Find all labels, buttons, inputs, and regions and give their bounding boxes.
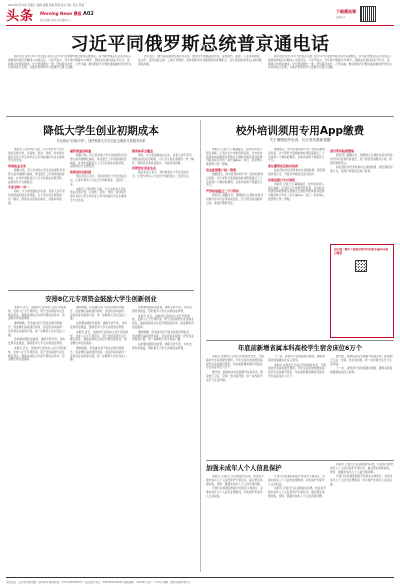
dateline: 2024年5月18日 星期六 编辑 黄鹏 美编 陈睿 校对 郑乐 签发 陈睿 [8, 4, 85, 7]
footer-info: 本版地址：长沙市芙蓉中路一段442号 新闻热线：0731-84326000 广告经营许可证：4300004000045 邮政编码：410005 定价：1.50元 印刷：湖南日报印务中心 [6, 581, 191, 584]
qr-sub-label: 扫码关注 [336, 16, 346, 19]
right-story-subhead-1: 资金监管账户统一管理 [206, 167, 237, 172]
left-story-subhead-6: 持续优化创业生态 [132, 166, 157, 171]
left-story-p1: 本报讯 记者李明 日前，长沙市发布大学生创业启航计划，从场地、资金、导师、培训等方面为在校大学生和毕业五年内的高校毕业生提供全方位支持。 [8, 148, 65, 163]
right-story-divider [206, 340, 394, 341]
lead-text-column-3 [268, 55, 392, 113]
right-story3-title: 加强未成年人个人信息保护 [206, 465, 282, 472]
left-story-p8: 相关负责人表示，将持续优化大学生创业生态，让更多青年人才在长沙创新创业、安居乐业。 [132, 170, 192, 179]
right-story-p5: 如发现校外培训机构存在违规收费、超范围培训等行为，可拨打举报电话进行投诉。 [268, 168, 326, 176]
right-story3-p6: 专项行动将督促网络平台落实主体责任，完善未成年人个人信息处理规则，切实保护未成年人合法权益。 [330, 474, 393, 486]
left-story-divider [8, 290, 194, 291]
right-story2-title: 年底前新增省属本科高校学生宿舍床位6万个 [237, 345, 363, 352]
lead-paragraph-1: 新华社北京5月17日电 国家主席习近平17日同俄罗斯总统普京通电话。双方就中俄关系及共同关心的国际和地区问题深入交换意见。习近平指出，今年是中俄建交75周年，两国关系保持高水平运行，各领域合作稳步推进。中方愿同俄方一道，坚持睦邻友好、合作共赢，推动新时代中俄全面战略协作伙伴关系持续深入发展，为维护世界和平与发展作出更大贡献。 [8, 55, 132, 70]
section-name: 头条 [6, 9, 35, 24]
left-story2-p4: 本报讯 近日，省财政厅会同省人社厅印发通知，安排八亿元专项资金，用于支持高校毕业生就业创业，鼓励各地结合实际开展创业培训、创业孵化和创业服务。 [8, 345, 66, 362]
right-story2-col-3 [330, 355, 394, 457]
lead-text-column-2 [138, 55, 262, 113]
right-story-p1: 本报讯 记者王芳 暑期临近，校外培训进入报名高峰。记者从长沙市教育局获悉，全市校外培训机构收费须全部通过全国校外教育培训监管与服务综合平台（家长端App）进行，资金纳入监管账户统一管理。 [206, 148, 263, 167]
right-story-p4: 根据规定，校外培训机构不得一次性收取或以充值、次卡等形式变相收取时间跨度超过三个月或者六十课时的费用，且单次收费不得超过五千元。 [268, 148, 326, 163]
right-story-subhead-4: 发现违规行为可举报 [268, 177, 296, 182]
qr-code-icon[interactable] [360, 6, 376, 22]
right-story-col-1 [206, 148, 264, 338]
right-story-subhead-2: 严禁收取超过三个月费用 [206, 189, 240, 194]
left-story2-col-1 [8, 306, 66, 572]
app-download-note: 请扫描二维码下载使用校外培训家长端App进行缴费 [334, 248, 389, 255]
right-story2-p2: 据介绍，新建宿舍将全面提升住宿条件，配备独立卫浴、空调、热水等设施，进一步改善学生学习生活环境。 [206, 370, 264, 382]
left-story-subtitle: 长沙推出"启航计划"，加快构建大学生创业全链条支持服务体系 [56, 139, 146, 143]
column-divider [200, 120, 201, 572]
left-story-subhead-3: 融资渠道更畅通 [70, 149, 92, 153]
right-story2-divider [206, 460, 394, 461]
left-story2-col-3 [132, 306, 194, 572]
right-story-title: 校外培训须用专用App缴费 [235, 125, 365, 137]
left-story2-p6: 各地要加强资金监管，确保专款专用，切实发挥资金效益，帮助更多大学生实现创业梦想。 [70, 321, 128, 329]
left-story-col-1 [8, 148, 66, 286]
left-story2-title: 安排8亿元专项资金鼓励大学生创新创业 [45, 296, 157, 303]
right-story2-p4: 本报讯 省教育厅日前召开新闻发布会，介绍高校学生宿舍建设情况。今年全省将加快推进高校学生宿舍建设项目，年底前新增省属本科高校学生宿舍床位六万个。 [268, 362, 326, 378]
lead-text-column-1 [8, 55, 132, 113]
right-story2-col-2 [268, 355, 326, 457]
section-divider [6, 116, 394, 117]
left-story2-p11: 通知明确，资金重点用于创业担保贷款贴息、创业孵化基地建设补助、创业培训补贴和一次性创业补贴等方面，进一步降低大学生创业门槛。 [132, 329, 194, 342]
left-story2-p1: 本报讯 近日，省财政厅会同省人社厅印发通知，安排八亿元专项资金，用于支持高校毕业生就业创业，鼓励各地结合实际开展创业培训、创业孵化和创业服务。 [8, 306, 66, 321]
app-download-note-box [330, 244, 394, 338]
right-story-p3: 教育部门提醒家长，缴费前应认真核实培训机构办学许可证等资质信息，签订规范培训服务合同，保留好缴费凭证。 [206, 193, 264, 205]
lead-paragraph-2: 普京表示，俄方高度重视发展对华关系，愿同中方加强高层交往，深化经贸、能源、人文等领域务实合作，密切在联合国、上海合作组织、金砖国家等多边框架内的协调配合。双方同意就共同关心的问题保持沟通。 [138, 55, 262, 66]
left-story2-col-2 [70, 306, 128, 572]
right-story-col-2 [268, 148, 326, 338]
brand-name: Morning News [40, 11, 73, 16]
right-story3-p3: 专项行动将督促网络平台落实主体责任，完善未成年人个人信息处理规则，切实保护未成年人合法权益。 [268, 475, 326, 486]
right-story3-col-2 [268, 475, 326, 572]
left-story-col-2 [70, 148, 128, 286]
right-story2-p5: 据介绍，新建宿舍将全面提升住宿条件，配备独立卫浴、空调、热水等设施，进一步改善学生学习生活环境。 [330, 355, 393, 366]
right-story-p6: 本报讯 记者王芳 暑期临近，校外培训进入报名高峰。记者从长沙市教育局获悉，全市校外培训机构收费须全部通过全国校外教育培训监管与服务综合平台（家长端App）进行，资金纳入监管账户统一管理。 [268, 181, 325, 201]
page-number: A02 [82, 11, 94, 17]
app-qr-code-icon[interactable] [355, 260, 367, 272]
right-story3-p2: 专项行动将督促网络平台落实主体责任，完善未成年人个人信息处理规则，切实保护未成年人合法权益。 [206, 486, 264, 498]
left-story-p2: 根据计划，符合条件的大学生创业团队可免费入驻市级孵化基地，享受最长三年的场地租金减免，并可申请最高五十万元的创业担保贷款，由财政给予全额贴息。 [8, 168, 66, 184]
left-story-p7: 同时，长沙将组建由企业家、投资人和专家学者组成的创业导师团，为大学生创业者提供一对一辅导，帮助其完善商业模式，对接市场资源。 [132, 153, 194, 165]
left-story-title: 降低大学生创业初期成本 [43, 125, 159, 137]
brand-name-cn: 晨报 [73, 11, 82, 16]
section-masthead [6, 10, 34, 23]
qr-label: 下载晨视频 [336, 9, 356, 14]
left-story2-p12: 各地要加强资金监管，确保专款专用，切实发挥资金效益，帮助更多大学生实现创业梦想。 [132, 342, 192, 350]
left-story-p4: 根据计划，符合条件的大学生创业团队可免费入驻市级孵化基地，享受最长三年的场地租金减免，并可申请最高五十万元的创业担保贷款，由财政给予全额贴息。 [70, 153, 128, 169]
left-story2-p2: 通知明确，资金重点用于创业担保贷款贴息、创业孵化基地建设补助、创业培训补贴和一次性创业补贴等方面，进一步降低大学生创业门槛。 [8, 321, 65, 337]
left-story-p3: 同时，长沙将组建由企业家、投资人和专家学者组成的创业导师团，为大学生创业者提供一对一辅导，帮助其完善商业模式，对接市场资源。 [8, 189, 66, 205]
main-headline: 习近平同俄罗斯总统普京通电话 [70, 34, 330, 55]
left-story-p5: 相关负责人表示，将持续优化大学生创业生态，让更多青年人才在长沙创新创业、安居乐业。 [70, 174, 128, 186]
left-story-p6: 本报讯 记者李明 日前，长沙市发布大学生创业启航计划，从场地、资金、导师、培训等方面为在校大学生和毕业五年内的高校毕业生提供全方位支持。 [70, 186, 127, 202]
right-story-subhead-3: 家长缴费前应核实资质 [268, 164, 299, 169]
right-story-subhead-5: 预付费风险须警惕 [330, 149, 355, 153]
right-story2-p6: 下一步，省教育厅将加强项目调度，确保各项目按期建成并投入使用。 [330, 366, 393, 375]
right-story3-col-3 [330, 463, 394, 572]
right-story-p8: 如发现校外培训机构存在违规收费、超范围培训等行为，可拨打举报电话进行投诉。 [330, 165, 393, 174]
left-story2-p8: 通知明确，资金重点用于创业担保贷款贴息、创业孵化基地建设补助、创业培训补贴和一次性创业补贴等方面，进一步降低大学生创业门槛。 [70, 345, 127, 362]
left-story-subhead-5: 服务体系全覆盖 [132, 149, 154, 153]
left-story-subhead-1: 场地租金全免 [8, 164, 27, 169]
lead-paragraph-1-cont: 新华社北京5月17日电 国家主席习近平17日同俄罗斯总统普京通电话。双方就中俄关系及共同关心的国际和地区问题深入交换意见。习近平指出，今年是中俄建交75周年，两国关系保持高水平运行，各领域合作稳步推进。中方愿同俄方一道，坚持睦邻友好、合作共赢，推动新时代中俄全面战略协作伙伴关系持续深入发展，为维护世界和平与发展作出更大贡献。 [268, 55, 392, 70]
left-story2-p7: 本报讯 近日，省财政厅会同省人社厅印发通知，安排八亿元专项资金，用于支持高校毕业生就业创业，鼓励各地结合实际开展创业培训、创业孵化和创业服务。 [70, 329, 128, 346]
right-story2-p3: 下一步，省教育厅将加强项目调度，确保各项目按期建成并投入使用。 [268, 355, 326, 362]
footer-divider [6, 577, 394, 578]
left-story2-p3: 各地要加强资金监管，确保专款专用，切实发挥资金效益，帮助更多大学生实现创业梦想。 [8, 337, 66, 346]
right-story2-p1: 本报讯 省教育厅日前召开新闻发布会，介绍高校学生宿舍建设情况。今年全省将加快推进高校学生宿舍建设项目，年底前新增省属本科高校学生宿舍床位六万个。 [206, 355, 264, 370]
right-story3-p4: 本报讯 记者近日从省网信办获悉，我省将开展未成年人个人信息保护专项行动，重点整治违规收集、使用、泄露未成年人个人信息等问题。 [268, 486, 326, 498]
editor-line: 责任编辑 张明 美术编辑 王一 [40, 19, 73, 22]
left-story2-p10: 本报讯 近日，省财政厅会同省人社厅印发通知，安排八亿元专项资金，用于支持高校毕业生就业创业，鼓励各地结合实际开展创业培训、创业孵化和创业服务。 [132, 313, 194, 329]
right-story3-p1: 本报讯 记者近日从省网信办获悉，我省将开展未成年人个人信息保护专项行动，重点整治违规收集、使用、泄露未成年人个人信息等问题。 [206, 475, 264, 486]
left-story2-p9: 各地要加强资金监管，确保专款专用，切实发挥资金效益，帮助更多大学生实现创业梦想。 [132, 306, 192, 313]
right-story-p7: 教育部门提醒家长，缴费前应认真核实培训机构办学许可证等资质信息，签订规范培训服务合同，保留好缴费凭证。 [330, 153, 393, 165]
right-story-col-3 [330, 148, 394, 240]
right-story3-p5: 本报讯 记者近日从省网信办获悉，我省将开展未成年人个人信息保护专项行动，重点整治违规收集、使用、泄露未成年人个人信息等问题。 [330, 463, 394, 474]
right-story-p2: 根据规定，校外培训机构不得一次性收取或以充值、次卡等形式变相收取时间跨度超过三个月或者六十课时的费用，且单次收费不得超过五千元。 [206, 171, 264, 188]
header-divider [6, 25, 394, 26]
left-story-subhead-2: 专业导师一对一 [8, 185, 30, 190]
right-story3-col-1 [206, 475, 264, 572]
right-story-subtitle: 关于暑期校外培训，长沙发布最新提醒 [269, 138, 331, 142]
left-story-col-3 [132, 148, 194, 286]
page-number-block [40, 11, 94, 17]
left-story-subhead-4: 政策宣传进校园 [70, 170, 92, 175]
right-story2-col-1 [206, 355, 264, 457]
left-story2-p5: 通知明确，资金重点用于创业担保贷款贴息、创业孵化基地建设补助、创业培训补贴和一次性创业补贴等方面，进一步降低大学生创业门槛。 [70, 306, 127, 321]
